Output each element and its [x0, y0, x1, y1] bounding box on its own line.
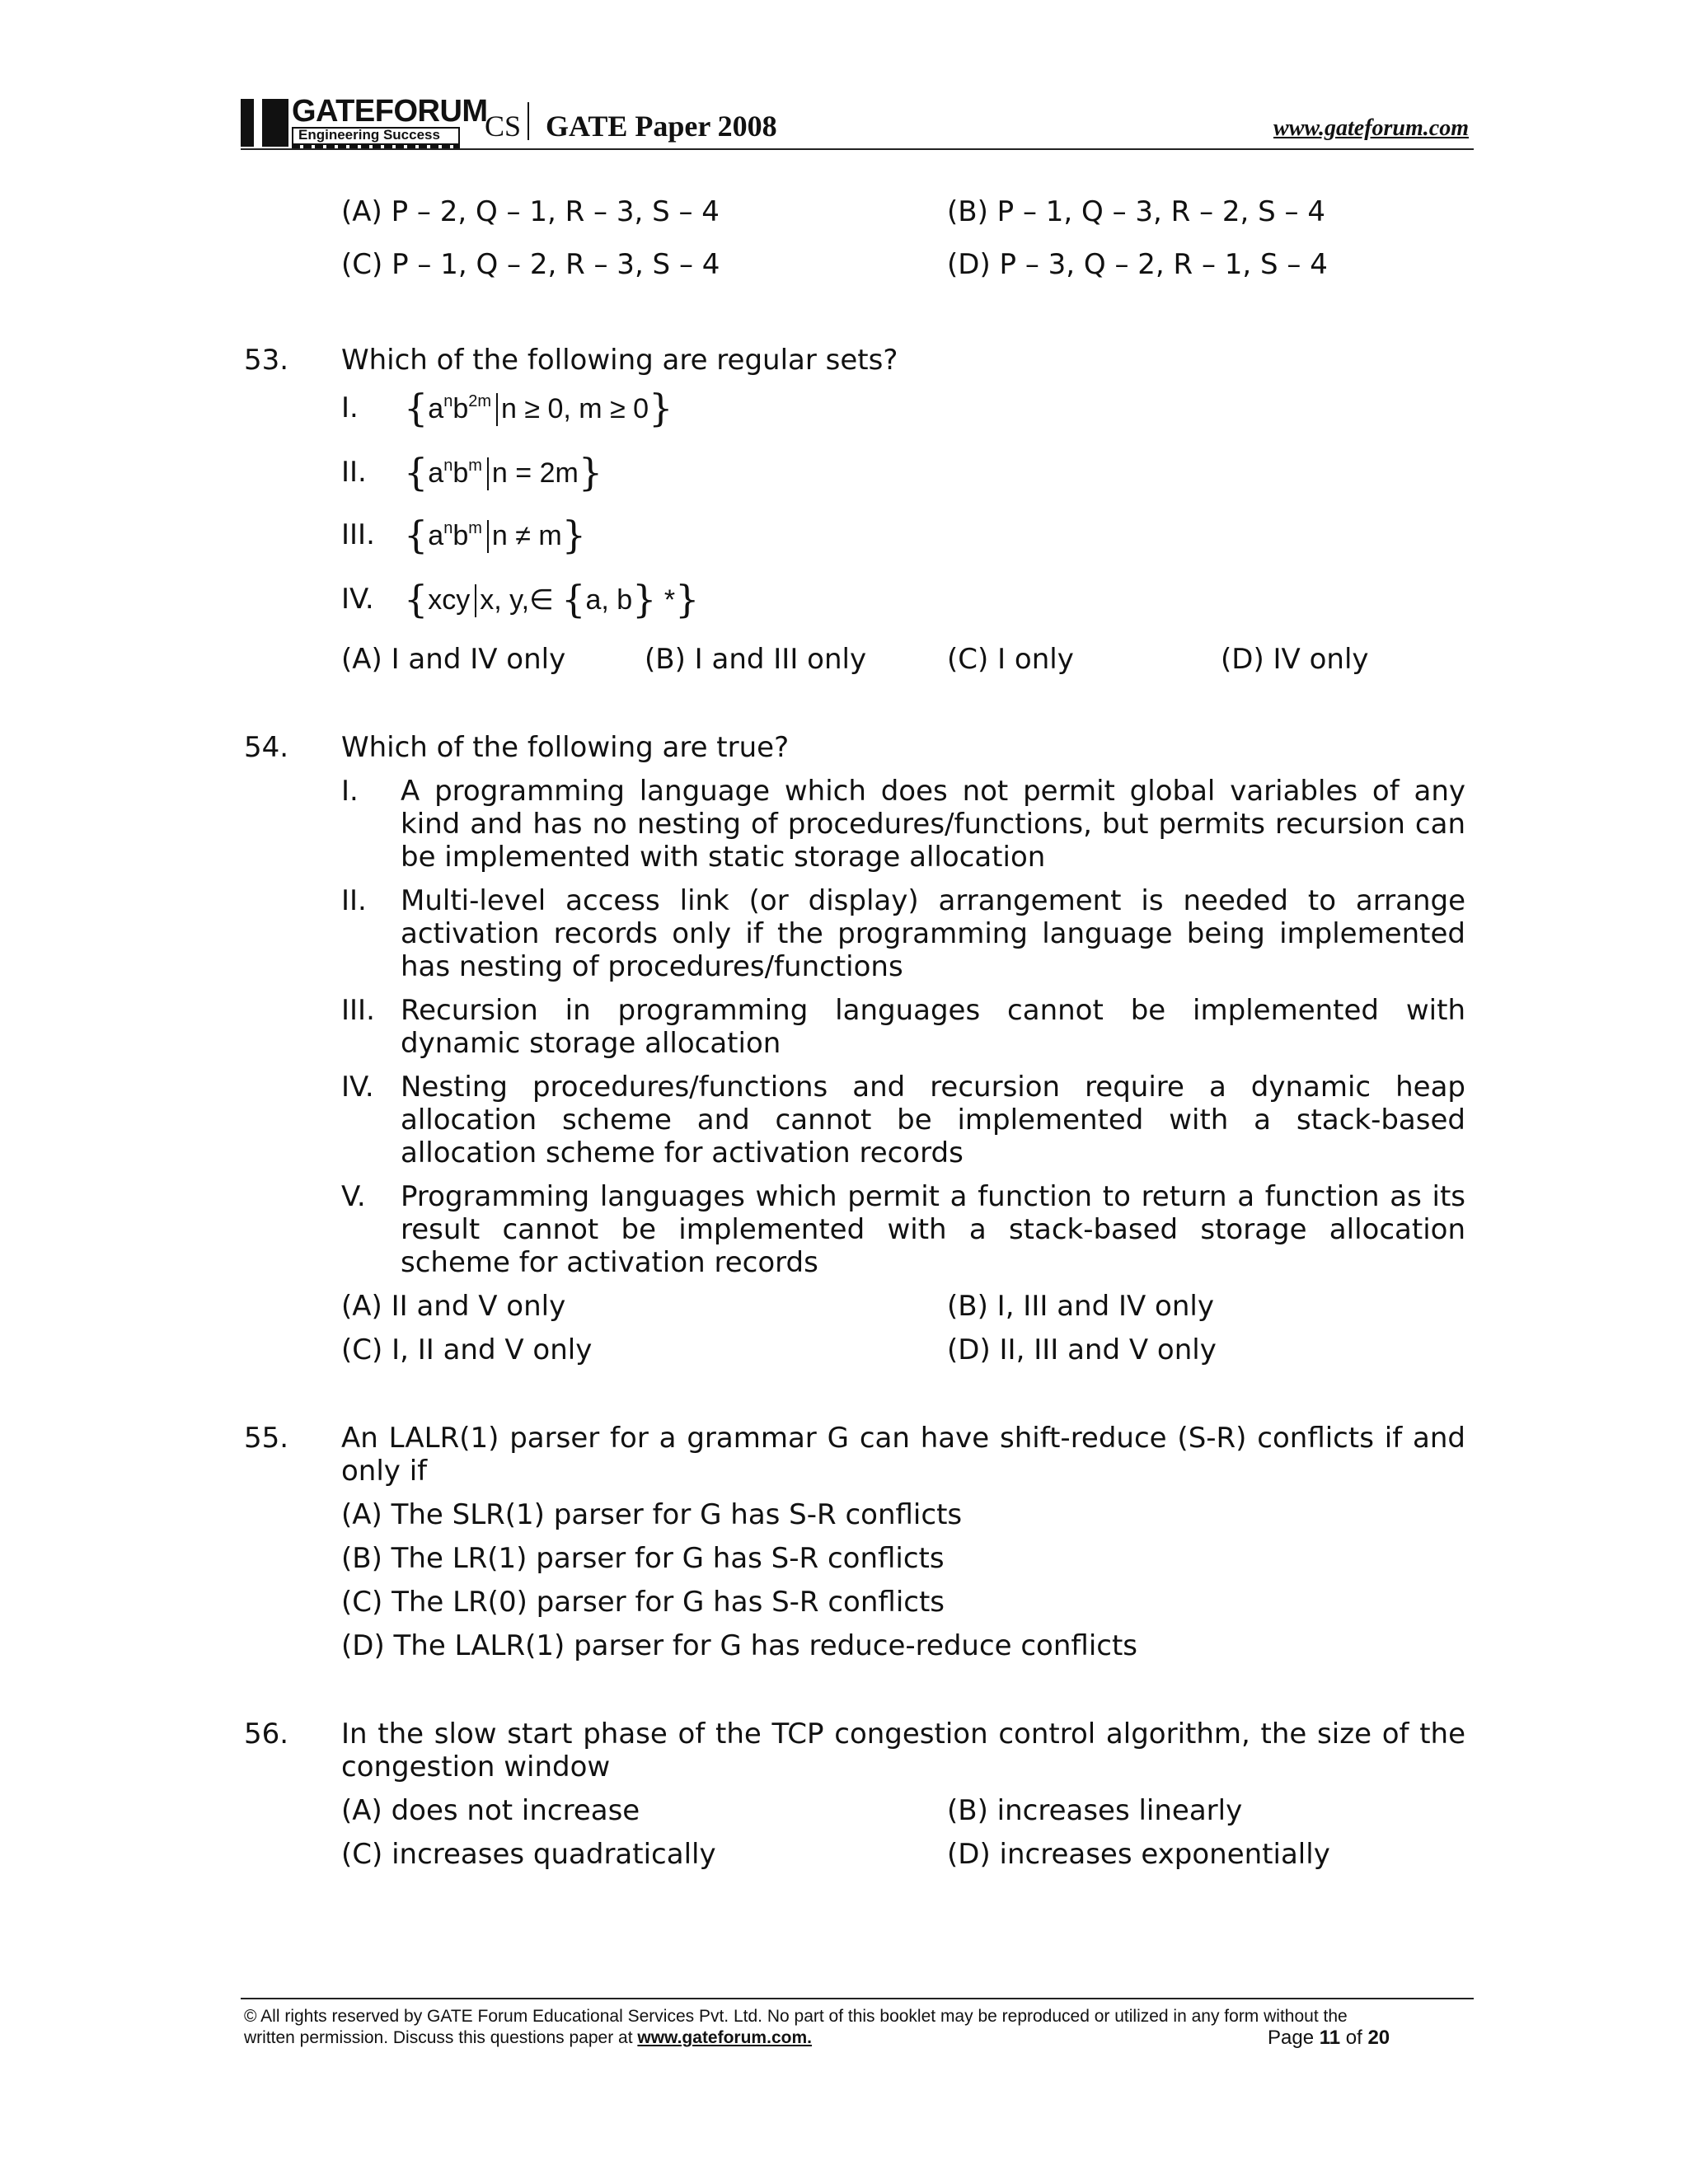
page-number [1268, 2027, 1390, 2049]
q56-option-a: (A) does not increase [341, 1794, 640, 1827]
q53-item-ii-label: II. [341, 456, 367, 489]
q54-option-a: (A) II and V only [341, 1290, 566, 1323]
q54-item-ii-text: Multi-level access link (or display) arrangement is needed to arrange activation records only if the programming language being implemented has nesting of procedures/functions [401, 884, 1465, 983]
q55-option-c: (C) The LR(0) parser for G has S-R conflicts [341, 1586, 945, 1619]
q54-option-c: (C) I, II and V only [341, 1333, 593, 1366]
q52-option-b: (B) P – 1, Q – 3, R – 2, S – 4 [947, 195, 1325, 228]
header-separator [528, 102, 529, 140]
footer-permission [244, 2027, 812, 2049]
q54-item-ii-label: II. [341, 884, 367, 917]
q52-option-d: (D) P – 3, Q – 2, R – 1, S – 4 [947, 248, 1328, 281]
subject-code: CS [485, 110, 522, 143]
page-current: 11 [1319, 2027, 1341, 2049]
website-link[interactable]: www.gateforum.com [1273, 115, 1469, 141]
q53-number: 53. [244, 344, 289, 377]
logo-mark-icon [241, 99, 288, 147]
q56-question: In the slow start phase of the TCP congestion control algorithm, the size of the congestion window [341, 1718, 1465, 1783]
q54-item-v-text: Programming languages which permit a function to return a function as its result cannot be implemented with a stack-based storage allocation scheme for activation records [401, 1180, 1465, 1279]
q54-item-i-label: I. [341, 775, 359, 808]
q55-option-a: (A) The SLR(1) parser for G has S-R conflicts [341, 1498, 963, 1531]
q53-item-ii-set: {$a^nb^m$ n = 2m} [404, 450, 603, 494]
q53-option-d: (D) IV only [1221, 643, 1369, 676]
q53-item-iv-label: IV. [341, 583, 374, 616]
footer-permission-text: written permission. Discuss this questions paper at [244, 2028, 638, 2047]
q53-item-i-label: I. [341, 391, 359, 424]
q53-option-a: (A) I and IV only [341, 643, 566, 676]
q52-option-a: (A) P – 2, Q – 1, R – 3, S – 4 [341, 195, 720, 228]
q53-item-iii-label: III. [341, 518, 375, 551]
q53-item-i-set: {$a^nb^{2m}$ n ≥ 0, m ≥ 0} [404, 386, 673, 430]
page-prefix: Page [1268, 2027, 1320, 2049]
q53-item-iv-set: {xcy x, y,∈ {a, b} *} [404, 577, 700, 621]
q53-question: Which of the following are regular sets? [341, 344, 898, 377]
q56-option-d: (D) increases exponentially [947, 1838, 1330, 1871]
q54-item-iii-text: Recursion in programming languages cannot be implemented with dynamic storage allocation [401, 994, 1465, 1060]
logo-tagline-box [292, 127, 460, 145]
q54-item-v-label: V. [341, 1180, 366, 1213]
q53-item-iii-set: {$a^nb^m$ n ≠ m} [404, 513, 586, 557]
logo-tagline: Engineering Success [298, 127, 440, 143]
page-of: of [1340, 2027, 1368, 2049]
gateforum-logo [241, 94, 488, 147]
logo-name: GATEFORUM [292, 94, 488, 129]
q52-option-c: (C) P – 1, Q – 2, R – 3, S – 4 [341, 248, 720, 281]
logo-dots [292, 143, 460, 148]
q53-option-b: (B) I and III only [645, 643, 867, 676]
q56-option-b: (B) increases linearly [947, 1794, 1243, 1827]
q54-question: Which of the following are true? [341, 731, 790, 764]
q55-number: 55. [244, 1422, 289, 1455]
q54-option-d: (D) II, III and V only [947, 1333, 1217, 1366]
q55-option-d: (D) The LALR(1) parser for G has reduce-reduce conflicts [341, 1629, 1138, 1662]
q54-item-iv-text: Nesting procedures/functions and recursion require a dynamic heap allocation scheme and cannot be implemented with a stack-based allocation scheme for activation records [401, 1071, 1465, 1169]
footer-copyright: © All rights reserved by GATE Forum Educational Services Pvt. Ltd. No part of this booklet may be reproduced or utilized in any form without the [244, 2007, 1348, 2026]
page-total: 20 [1367, 2027, 1390, 2049]
q54-option-b: (B) I, III and IV only [947, 1290, 1214, 1323]
paper-title: GATE Paper 2008 [546, 110, 777, 143]
footer-website-link[interactable]: www.gateforum.com. [637, 2028, 812, 2047]
q54-item-iv-label: IV. [341, 1071, 374, 1104]
page-header [241, 94, 1474, 150]
q55-question: An LALR(1) parser for a grammar G can have shift-reduce (S-R) conflicts if and only if [341, 1422, 1465, 1488]
q54-item-i-text: A programming language which does not permit global variables of any kind and has no nesting of procedures/functions, but permits recursion can be implemented with static storage allocation [401, 775, 1465, 874]
q53-option-c: (C) I only [947, 643, 1074, 676]
q56-number: 56. [244, 1718, 289, 1750]
q54-number: 54. [244, 731, 289, 764]
page-footer [241, 1998, 1474, 2049]
q56-option-c: (C) increases quadratically [341, 1838, 716, 1871]
q55-option-b: (B) The LR(1) parser for G has S-R conflicts [341, 1542, 945, 1575]
q54-item-iii-label: III. [341, 994, 375, 1027]
